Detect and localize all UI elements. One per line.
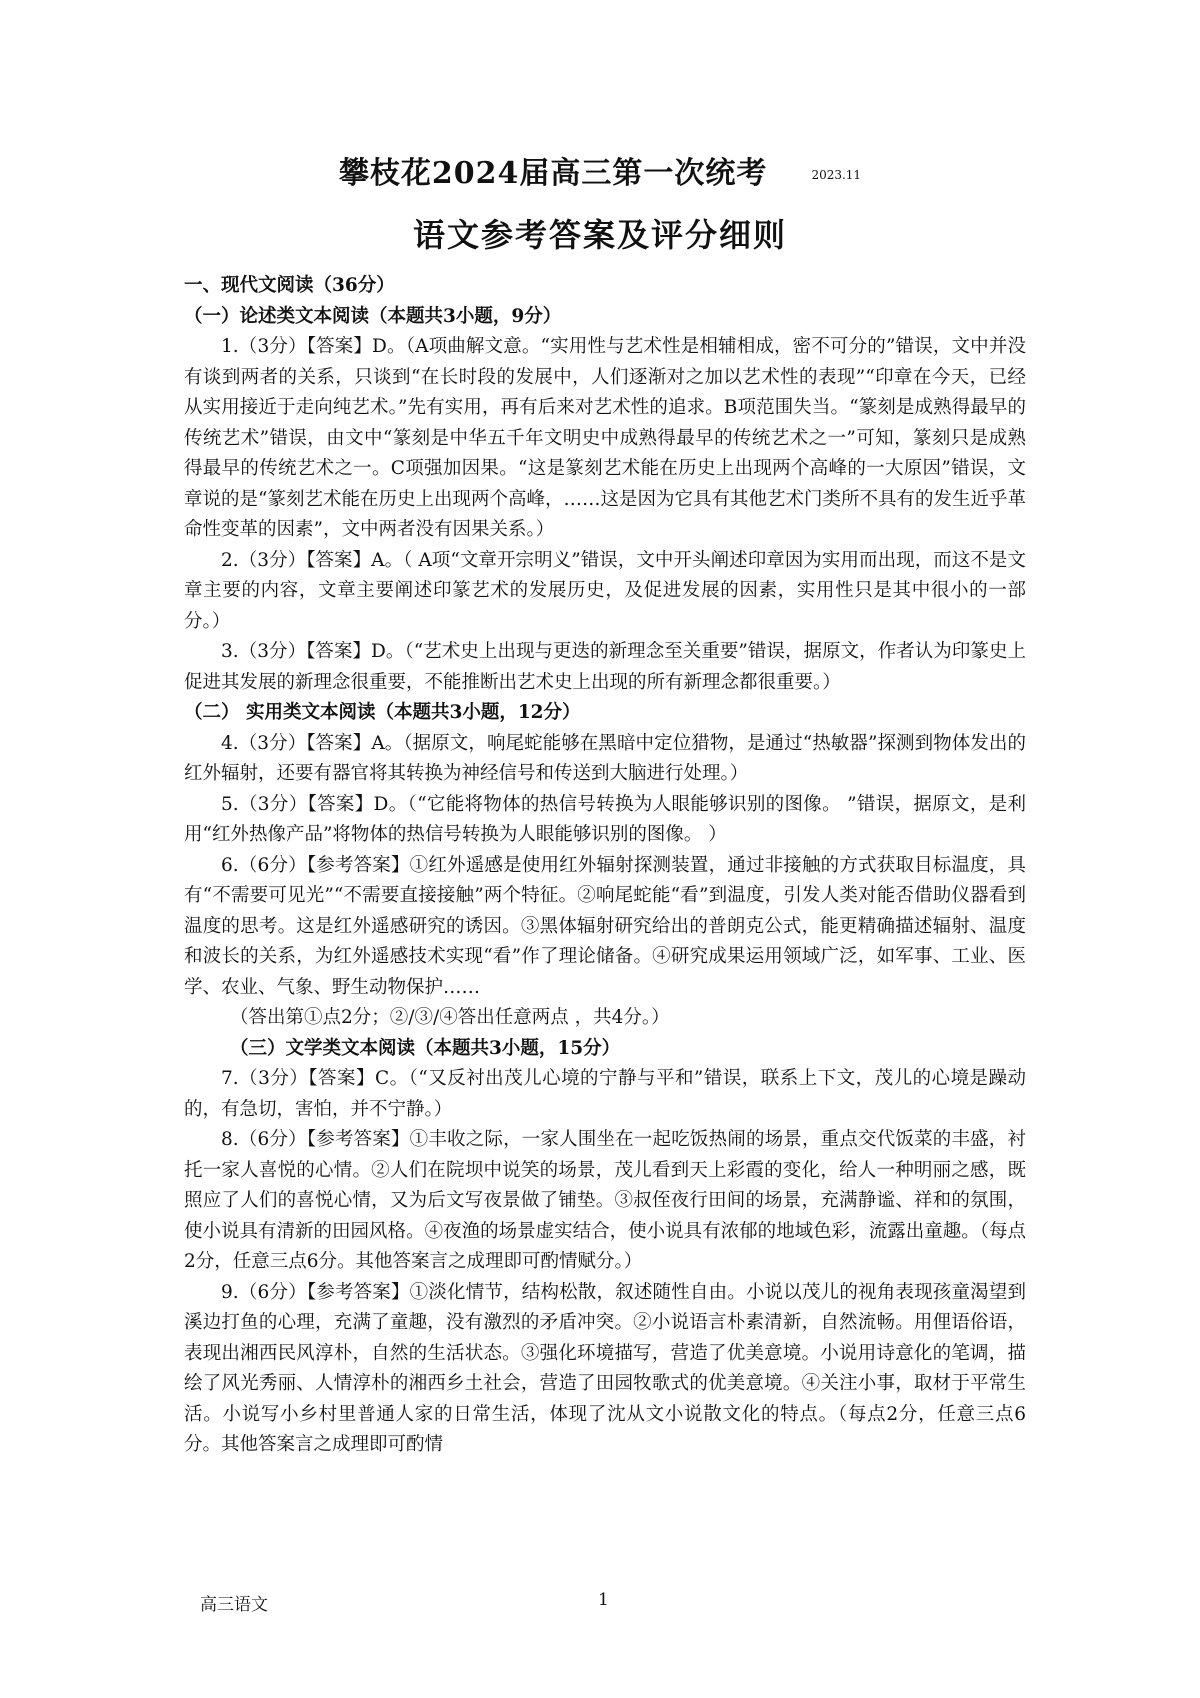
part-heading: （一）论述类文本阅读（本题共3小题，9分） [184, 305, 562, 327]
answer-paragraph: 4.（3分）【答案】A。（据原文，响尾蛇能够在黑暗中定位猎物，是通过“热敏器”探测到物体发出的红外辐射，还要有器官将其转换为神经信号和传送到大脑进行处理。） [184, 732, 1026, 784]
scoring-note: （答出第①点2分；②/③/④答出任意两点 ，共4分。） [230, 1007, 670, 1028]
section-heading: 一、现代文阅读（36分） [184, 275, 395, 296]
exam-title [0, 148, 1200, 192]
part-heading: （三）文学类文本阅读（本题共3小题，15分） [230, 1037, 621, 1059]
footer-subject: 高三语文 [200, 1595, 268, 1615]
answer-paragraph: 5.（3分）【答案】D。（“它能将物体的热信号转换为人眼能够识别的图像。 ”错误，据原文，是利用“红外热像产品”将物体的热信号转换为人眼能够识别的图像。 ） [184, 793, 1026, 845]
answer-paragraph: 2.（3分）【答案】A。（ A项“文章开宗明义”错误，文中开头阐述印章因为实用而出现，而这不是文章主要的内容，文章主要阐述印篆艺术的发展历史，及促进发展的因素，实用性只是其中很小的一部分。） [184, 549, 1026, 632]
exam-title-text: 攀枝花2024届高三第一次统考 [338, 156, 768, 191]
part-heading: （二） 实用类文本阅读（本题共3小题，12分） [184, 702, 581, 723]
answer-paragraph: 8.（6分）【参考答案】①丰收之际，一家人围坐在一起吃饭热闹的场景，重点交代饭菜的丰盛，衬托一家人喜悦的心情。②人们在院坝中说笑的场景，茂儿看到天上彩霞的变化，给人一种明丽之感，既照应了人们的喜悦心情，又为后文写夜景做了铺垫。③叔侄夜行田间的场景，充满静谧、祥和的氛围，使小说具有清新的田园风格。④夜渔的场景虚实结合，使小说具有浓郁的地域色彩，流露出童趣。（每点2分，任意三点6分。其他答案言之成理即可酌情赋分。） [184, 1129, 1026, 1272]
answer-paragraph: 9.（6分）【参考答案】①淡化情节，结构松散，叙述随性自由。小说以茂儿的视角表现孩童渴望到溪边打鱼的心理，充满了童趣，没有激烈的矛盾冲突。②小说语言朴素清新，自然流畅。用俚语俗语，表现出湘西民风淳朴，自然的生活状态。③强化环境描写，营造了优美意境。小说用诗意化的笔调，描绘了风光秀丽、人情淳朴的湘西乡土社会，营造了田园牧歌式的优美意境。④关注小事，取材于平常生活。小说写小乡村里普通人家的日常生活，体现了沈从文小说散文化的特点。（每点2分，任意三点6分。其他答案言之成理即可酌情 [184, 1281, 1026, 1455]
answer-paragraph: 6.（6分）【参考答案】①红外遥感是使用红外辐射探测装置，通过非接触的方式获取目标温度，具有“不需要可见光”“不需要直接接触”两个特征。②响尾蛇能“看”到温度，引发人类对能否借助仪器看到温度的思考。这是红外遥感研究的诱因。③黑体辐射研究给出的普朗克公式，能更精确描述辐射、温度和波长的关系，为红外遥感技术实现“看”作了理论储备。④研究成果运用领域广泛，如军事、工业、医学、农业、气象、野生动物保护…… [184, 854, 1026, 998]
answer-paragraph: 1.（3分）【答案】D。（A项曲解文意。“实用性与艺术性是相辅相成，密不可分的”错误，文中并没有谈到两者的关系，只谈到“在长时段的发展中，人们逐渐对之加以艺术性的表现”“印章在今天，已经从实用接近于走向纯艺术。”先有实用，再有后来对艺术性的追求。B项范围失当。“篆刻是成熟得最早的传统艺术”错误，由文中“篆刻是中华五千年文明史中成熟得最早的传统艺术之一”可知，篆刻只是成熟得最早的传统艺术之一。C项强加因果。“这是篆刻艺术能在历史上出现两个高峰的一大原因”错误，文章说的是“篆刻艺术能在历史上出现两个高峰，……这是因为它具有其他艺术门类所不具有的发生近乎革命性变革的因素”，文中两者没有因果关系。） [184, 336, 1026, 540]
answer-content [184, 271, 1026, 1461]
answer-paragraph: 7.（3分）【答案】C。（“又反衬出茂儿心境的宁静与平和”错误，联系上下文，茂儿的心境是躁动的，有急切，害怕，并不宁静。） [184, 1068, 1026, 1120]
exam-date: 2023.11 [811, 168, 862, 182]
answer-paragraph: 3.（3分）【答案】D。（“艺术史上出现与更迭的新理念至关重要”错误，据原文，作者认为印篆史上促进其发展的新理念很重要，不能推断出艺术史上出现的所有新理念都很重要。） [184, 641, 1026, 693]
page-number: 1 [598, 1590, 609, 1610]
document-subtitle: 语文参考答案及评分细则 [412, 216, 787, 254]
